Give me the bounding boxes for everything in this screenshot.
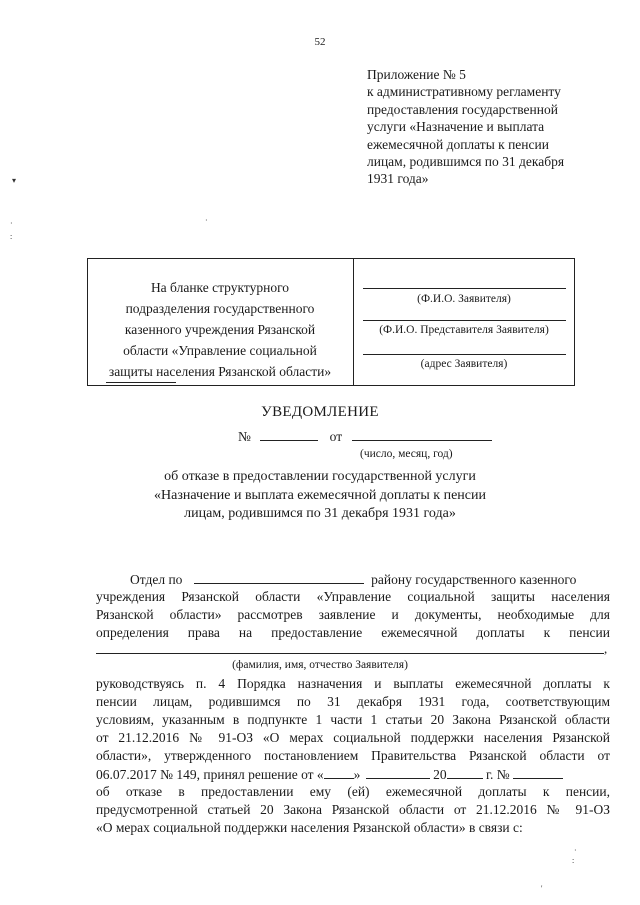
blank-line: казенного учреждения Рязанской <box>124 322 316 337</box>
appendix-line: 1931 года» <box>367 171 429 187</box>
applicant-fio-caption: (Ф.И.О. Заявителя) <box>417 293 511 305</box>
district-field[interactable] <box>194 570 364 584</box>
appendix-line: лицам, родившимся по 31 декабря <box>367 154 565 170</box>
scan-speck-icon: · <box>10 219 13 228</box>
appendix-header <box>367 66 617 188</box>
body-text: району государственного казенного <box>371 572 577 587</box>
decision-number-field[interactable] <box>513 765 563 779</box>
appendix-line: к административному регламенту <box>367 84 561 100</box>
page-number: 52 <box>314 36 326 48</box>
body-line: руководствуясь п. 4 Порядка назначения и выплаты ежемесячной доплаты к <box>96 676 610 691</box>
scan-speck-icon: ' <box>541 884 543 893</box>
number-label: № <box>238 429 251 444</box>
body-text: Отдел по <box>130 572 183 587</box>
header-frame <box>87 258 575 386</box>
body-text: 20 <box>433 767 447 782</box>
scan-speck-icon: ▾ <box>12 176 17 185</box>
appendix-line: услуги «Назначение и выплата <box>367 119 545 135</box>
body-line: Рязанской области» рассмотрев заявление и документы, необходимые для <box>96 607 610 622</box>
scan-speck-icon: · <box>574 846 577 855</box>
applicant-address-caption: (адрес Заявителя) <box>420 358 508 370</box>
applicant-address-line[interactable] <box>363 354 566 355</box>
blank-notice <box>92 277 348 382</box>
appendix-line: ежемесячной доплаты к пенсии <box>367 136 549 152</box>
comma-mark: , <box>604 641 608 656</box>
body-text: г. № <box>486 767 510 782</box>
frame-divider <box>353 259 354 385</box>
notice-date-field[interactable] <box>352 428 492 441</box>
blank-line: защиты населения Рязанской области» <box>108 364 332 379</box>
body-line: от 21.12.2016 № 91-ОЗ «О мерах социальной поддержки населения Рязанской <box>96 730 610 745</box>
date-from-label: от <box>329 429 343 444</box>
notice-number-line <box>238 428 492 446</box>
notice-title: УВЕДОМЛЕНИЕ <box>261 404 379 420</box>
blank-line: области «Управление социальной <box>123 343 317 358</box>
decision-year-field[interactable] <box>447 765 483 779</box>
notice-subject <box>0 468 640 524</box>
notice-number-field[interactable] <box>260 428 318 441</box>
body-line: условиям, указанным в подпункте 1 части 1 статьи 20 Закона Рязанской области <box>96 712 610 727</box>
decision-line <box>96 765 610 784</box>
body-paragraph-start <box>130 570 610 589</box>
appendix-line: предоставления государственной <box>367 101 558 117</box>
applicant-fio-field[interactable] <box>96 653 604 654</box>
body-line: учреждения Рязанской области «Управление социальной защиты населения <box>96 589 610 604</box>
appendix-line: Приложение № 5 <box>367 67 466 82</box>
body-line: «О мерах социальной поддержки населения Рязанской области» в связи с: <box>96 820 523 835</box>
body-line: пенсии лицам, родившимся по 31 декабря 1931 года, соответствующим <box>96 694 610 709</box>
body-line: области», утвержденного постановлением Правительства Рязанской области от <box>96 748 610 763</box>
blank-underline <box>106 382 176 383</box>
blank-line: подразделения государственного <box>125 301 315 316</box>
representative-fio-line[interactable] <box>363 320 566 321</box>
decision-day-field[interactable] <box>324 765 354 779</box>
body-text: 06.07.2017 № 149, принял решение от « <box>96 767 324 782</box>
subject-line: лицам, родившимся по 31 декабря 1931 года» <box>184 506 456 521</box>
subject-line: «Назначение и выплата ежемесячной доплаты к пенсии <box>154 487 486 503</box>
body-text: » <box>353 767 361 782</box>
body-line: определения права на предоставление ежемесячной доплаты к пенсии <box>96 625 610 640</box>
date-caption: (число, месяц, год) <box>360 448 453 460</box>
blank-line: На бланке структурного <box>150 280 290 295</box>
applicant-fio-line[interactable] <box>363 288 566 289</box>
subject-line: об отказе в предоставлении государственной услуги <box>164 469 476 484</box>
applicant-fio-caption-body: (фамилия, имя, отчество Заявителя) <box>232 659 408 671</box>
body-line: об отказе в предоставлении ему (ей) ежемесячной доплаты к пенсии, <box>96 784 610 799</box>
scan-speck-icon: · <box>205 216 208 225</box>
body-line: предусмотренной статьей 20 Закона Рязанской области от 21.12.2016 № 91-ОЗ <box>96 802 610 817</box>
scan-speck-icon: : <box>10 232 13 241</box>
decision-month-field[interactable] <box>366 765 430 779</box>
representative-fio-caption: (Ф.И.О. Представителя Заявителя) <box>379 324 549 336</box>
scan-speck-icon: : <box>572 856 575 865</box>
